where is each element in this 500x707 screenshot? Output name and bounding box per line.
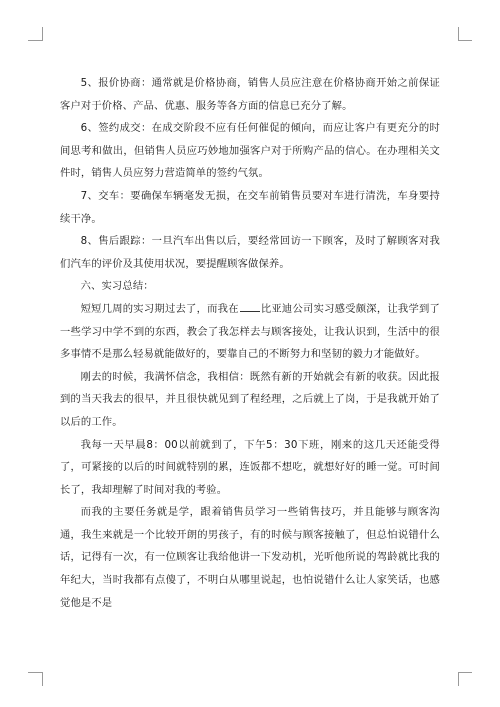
- paragraph-delivery: 7、交车：要确保车辆毫发无损，在交车前销售员要对车进行清洗，车身要持续干净。: [60, 189, 440, 225]
- paragraph-first-days: 刚去的时候，我满怀信念，我相信：既然有新的开始就会有新的收获。因此报到的当天我去的很早，并且很快就见到了程经理，之后就上了岗，于是我就开始了以后的工作。: [60, 370, 440, 428]
- paragraph-quote-negotiation: 5、报价协商：通常就是价格协商，销售人员应注意在价格协商开始之前保证客户对于价格、产品、优惠、服务等各方面的信息已充分了解。: [60, 77, 440, 112]
- paragraph-main-task: 而我的主要任务就是学，跟着销售员学习一些销售技巧，并且能够与顾客沟通，我生来就是一个比较开朗的男孩子，有的时候与顾客接触了，但总怕说错什么话，记得有一次，有一位顾客让我给他讲一下发动机，光听他所说的驾龄就比我的年纪大，当时我都有点傻了，不明白从哪里说起，也怕说错什么让人家笑话，也感觉他是不是: [60, 506, 440, 609]
- fill-in-blank: [240, 301, 260, 312]
- paragraph-summary-intro: [60, 298, 440, 366]
- crop-mark-bottom-right-v: [458, 672, 459, 686]
- crop-mark-bottom-left-h: [28, 672, 42, 673]
- paragraph-after-sales: 8、售后跟踪：一旦汽车出售以后，要经常回访一下顾客，及时了解顾客对我们汽车的评价及其使用状况，要提醒顾客做保养。: [60, 235, 440, 270]
- crop-mark-top-right-v: [458, 27, 459, 41]
- crop-mark-top-left-v: [42, 27, 43, 41]
- summary-intro-rest: 比亚迪公司实习感受颇深，让我学到了一些学习中学不到的东西，教会了我怎样去与顾客接处，让我认识到，生活中的很多事情不是那么轻易就能做好的，要靠自己的不断努力和坚韧的毅力才能做好。: [60, 302, 440, 361]
- crop-mark-bottom-left-v: [42, 672, 43, 686]
- document-body: [60, 72, 440, 614]
- crop-mark-top-right-h: [458, 40, 472, 41]
- crop-mark-bottom-right-h: [458, 672, 472, 673]
- section-heading-summary: 六、实习总结：: [80, 280, 154, 293]
- paragraph-signing: 6、签约成交：在成交阶段不应有任何催促的倾向，而应让客户有更充分的时间思考和做出，但销售人员应巧妙地加强客户对于所购产品的信心。在办理相关文件时，销售人员应努力营造简单的签约气氛。: [60, 122, 440, 180]
- paragraph-daily-schedule: 我每一天早晨8：00以前就到了，下午5：30下班，刚来的这几天还能受得了，可紧接的以后的时间就特别的累，连饭都不想吃，就想好好的睡一觉。可时间长了，我却理解了时间对我的考验。: [60, 438, 440, 496]
- summary-intro-lead: 短短几周的实习期过去了，而我在: [80, 302, 239, 315]
- crop-mark-top-left-h: [28, 40, 42, 41]
